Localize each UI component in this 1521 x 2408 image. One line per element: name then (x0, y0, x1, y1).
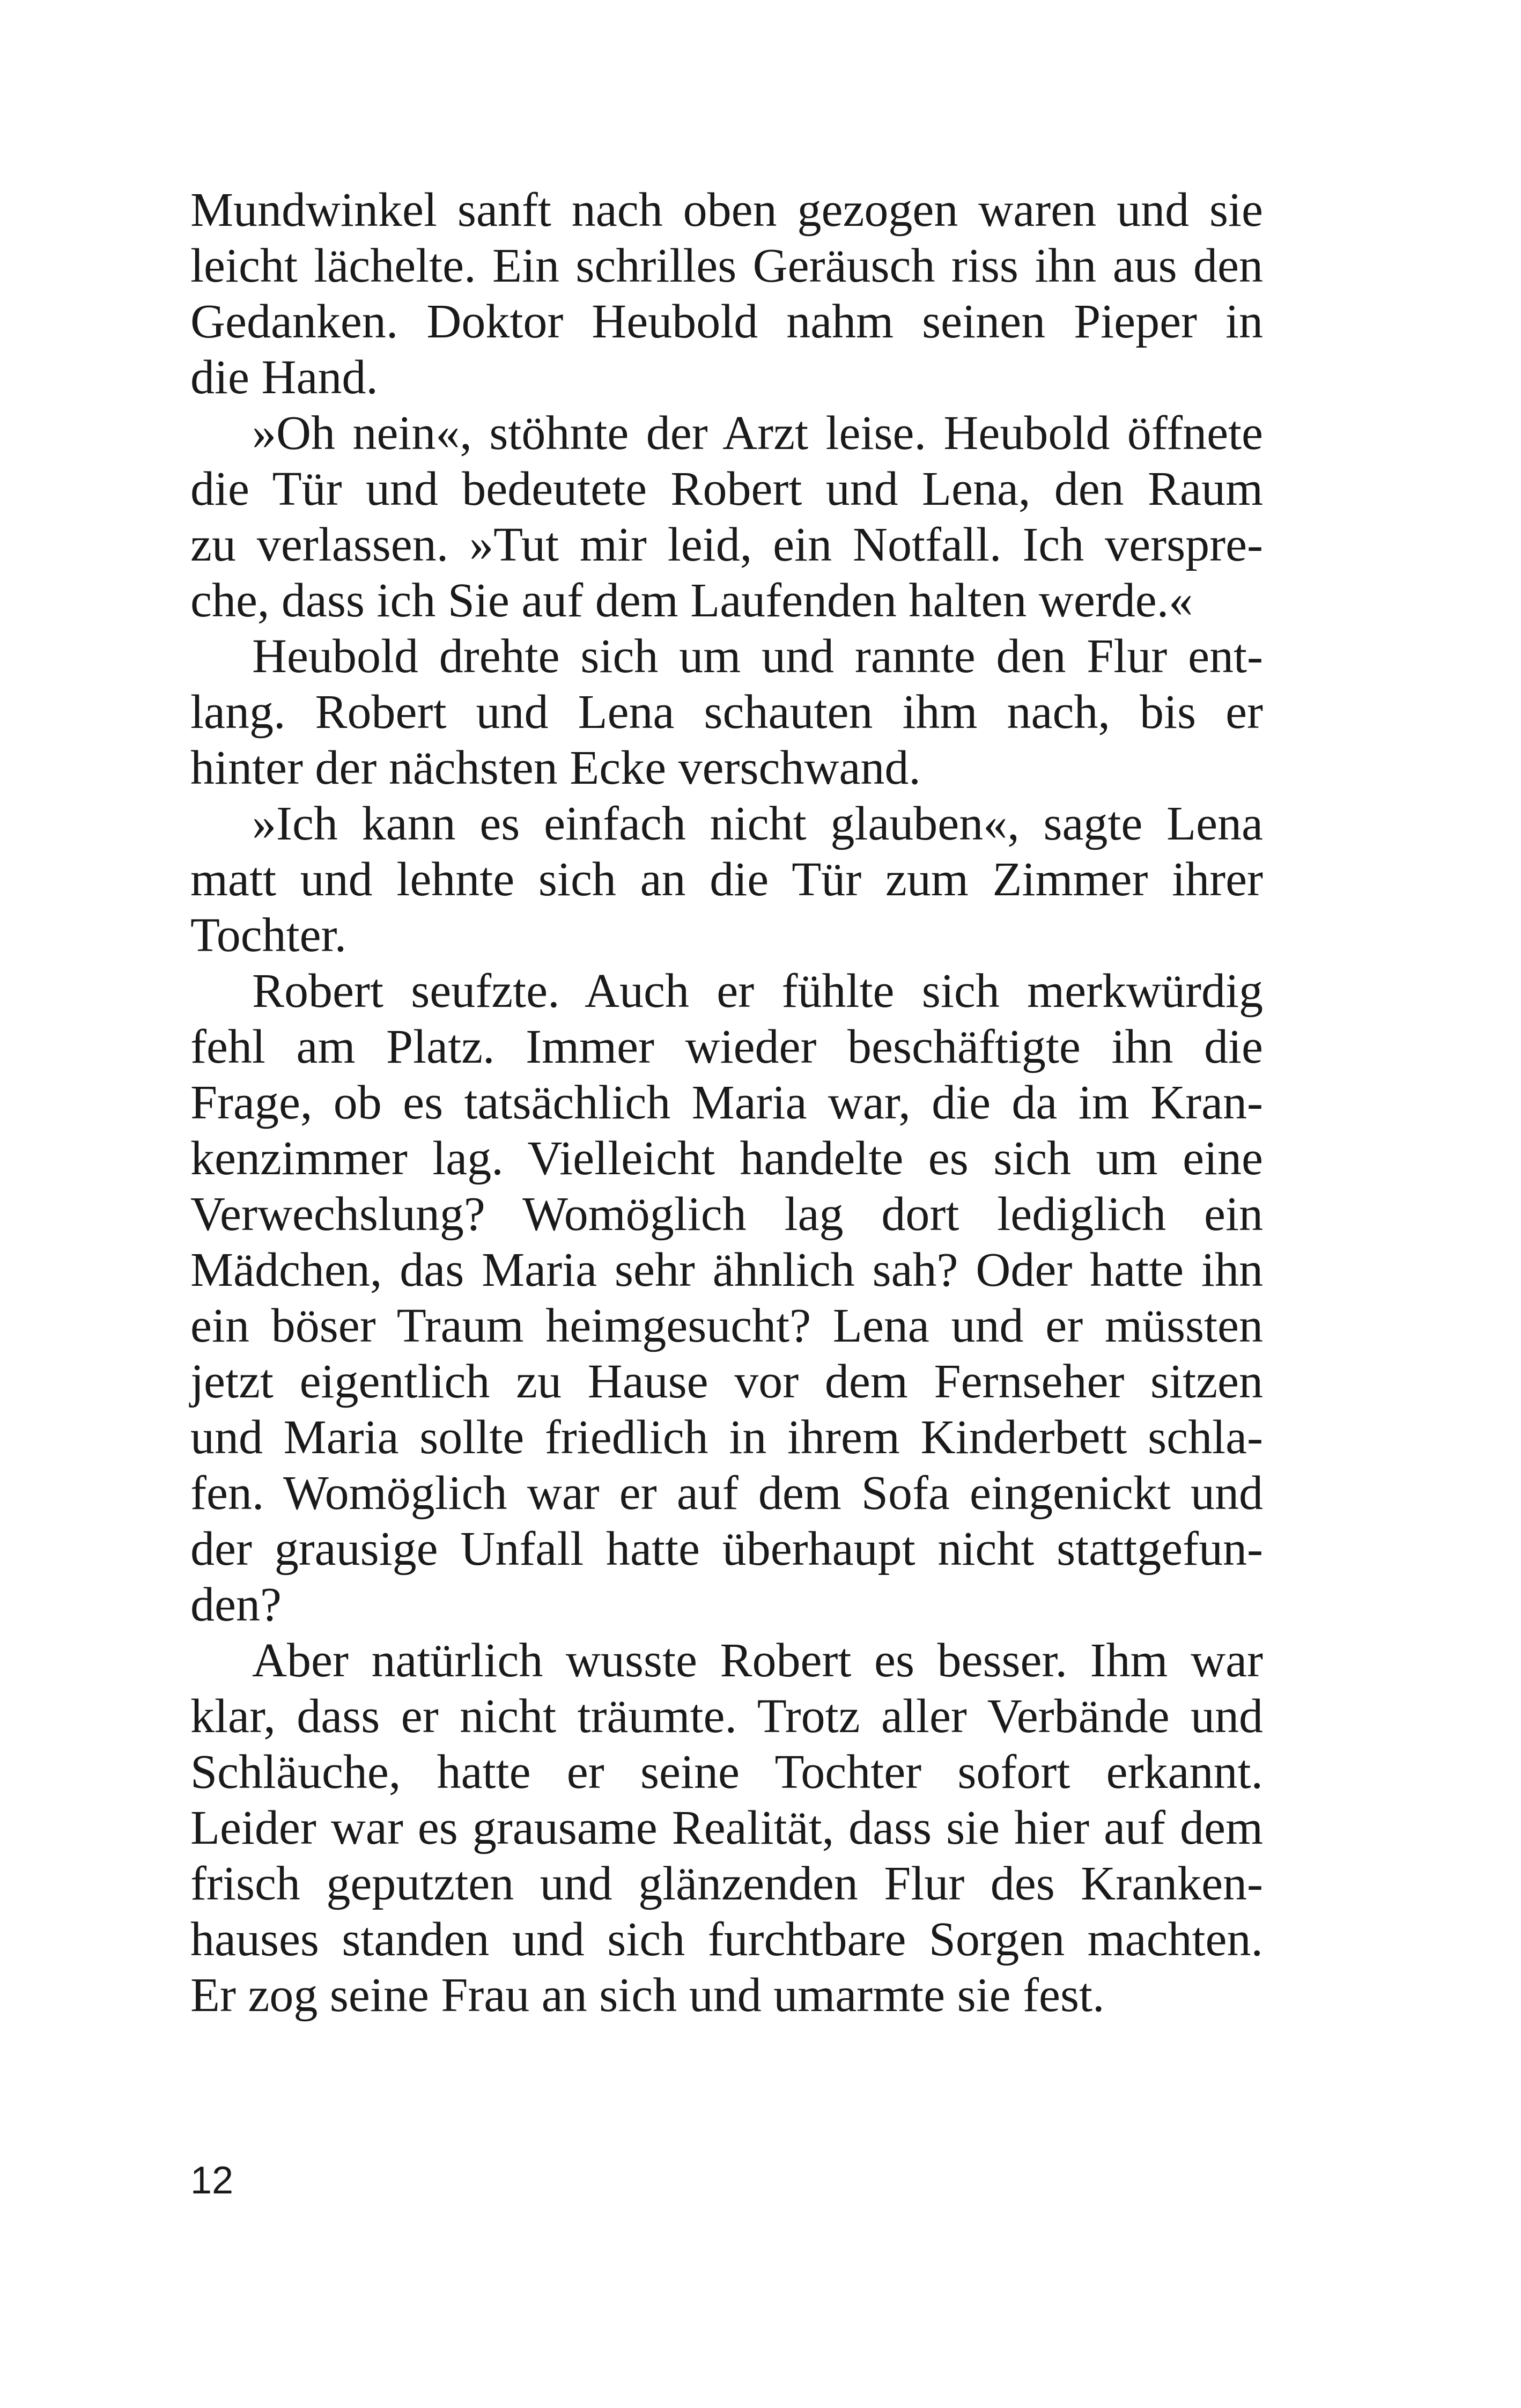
paragraph (190, 963, 1263, 1633)
text-line: Aber natürlich wusste Robert es besser. Ihm war (252, 1634, 1263, 1687)
text-line: lang. Robert und Lena schauten ihm nach, bis er (190, 686, 1263, 739)
text-line: die Tür und bedeutete Robert und Lena, den Raum (190, 462, 1263, 516)
page-number: 12 (190, 2159, 234, 2202)
text-line: Tochter. (190, 909, 347, 962)
text-line: che, dass ich Sie auf dem Laufenden halten werde.« (190, 574, 1193, 627)
text-line: matt und lehnte sich an die Tür zum Zimmer ihrer (190, 853, 1263, 906)
text-line: Heubold drehte sich um und rannte den Flur ent- (252, 630, 1263, 683)
text-line: fen. Womöglich war er auf dem Sofa eingenickt und (190, 1467, 1263, 1520)
text-line: Mundwinkel sanft nach oben gezogen waren und sie (190, 183, 1263, 237)
text-line: der grausige Unfall hatte überhaupt nicht stattgefun- (190, 1522, 1263, 1575)
text-line: ein böser Traum heimgesucht? Lena und er müssten (190, 1299, 1263, 1352)
text-line: und Maria sollte friedlich in ihrem Kinderbett schla- (190, 1411, 1263, 1464)
text-line: leicht lächelte. Ein schrilles Geräusch riss ihn aus den (190, 239, 1263, 292)
text-line: jetzt eigentlich zu Hause vor dem Fernseher sitzen (190, 1355, 1263, 1408)
text-line: kenzimmer lag. Vielleicht handelte es sich um eine (190, 1132, 1263, 1185)
text-line: Gedanken. Doktor Heubold nahm seinen Pieper in (190, 295, 1263, 348)
paragraph (190, 182, 1263, 406)
text-line: Er zog seine Frau an sich und umarmte sie fest. (190, 1969, 1105, 2022)
text-line: klar, dass er nicht träumte. Trotz aller Verbände und (190, 1690, 1263, 1743)
body-text (190, 182, 1263, 2023)
text-line: fehl am Platz. Immer wieder beschäftigte ihn die (190, 1020, 1263, 1073)
text-line: Robert seufzte. Auch er fühlte sich merkwürdig (252, 964, 1263, 1018)
paragraph (190, 1633, 1263, 2023)
text-line: hauses standen und sich furchtbare Sorgen machten. (190, 1913, 1263, 1966)
paragraph (190, 796, 1263, 963)
text-line: »Oh nein«, stöhnte der Arzt leise. Heubold öffnete (252, 407, 1263, 460)
text-line: hinter der nächsten Ecke verschwand. (190, 741, 921, 794)
text-line: »Ich kann es einfach nicht glauben«, sagte Lena (252, 797, 1263, 850)
paragraph (190, 406, 1263, 629)
text-line: die Hand. (190, 351, 378, 404)
text-line: Mädchen, das Maria sehr ähnlich sah? Oder hatte ihn (190, 1243, 1263, 1297)
text-line: den? (190, 1578, 282, 1631)
text-line: frisch geputzten und glänzenden Flur des Kranken- (190, 1857, 1263, 1910)
paragraph (190, 629, 1263, 796)
text-line: Verwechslung? Womöglich lag dort lediglich ein (190, 1188, 1263, 1241)
text-line: Frage, ob es tatsächlich Maria war, die da im Kran- (190, 1076, 1263, 1129)
text-line: Leider war es grausame Realität, dass sie hier auf dem (190, 1801, 1263, 1854)
text-line: zu verlassen. »Tut mir leid, ein Notfall. Ich verspre- (190, 518, 1263, 571)
text-line: Schläuche, hatte er seine Tochter sofort erkannt. (190, 1746, 1263, 1799)
